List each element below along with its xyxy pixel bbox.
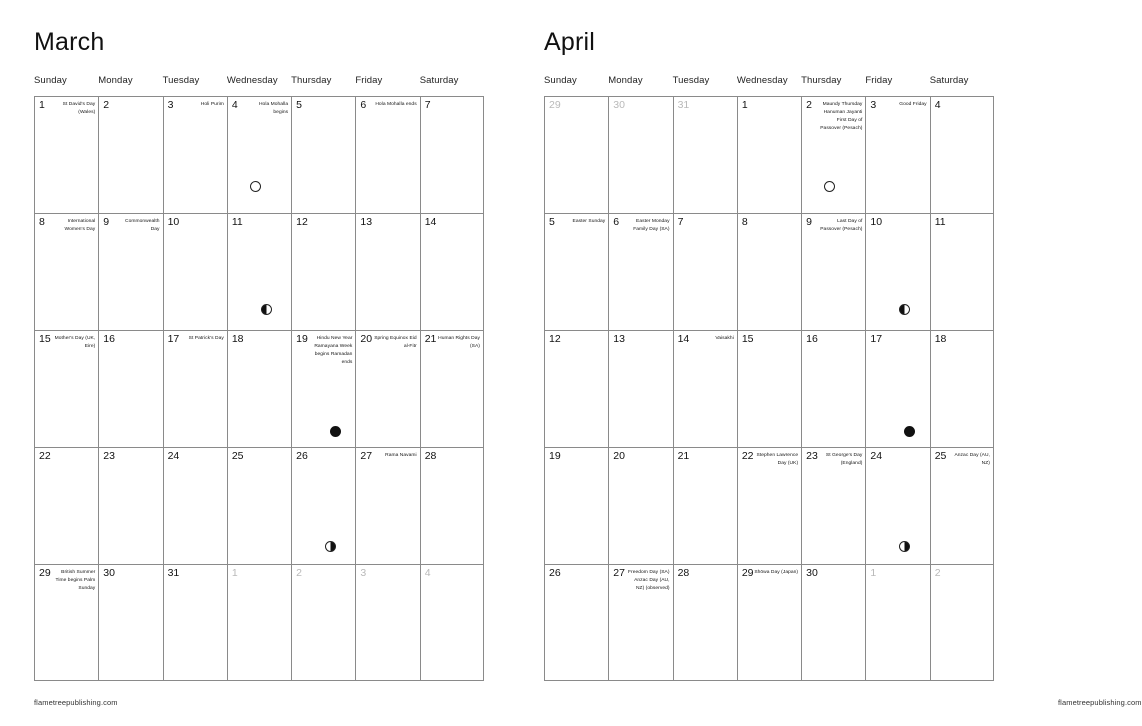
footer-url: flametreepublishing.com	[34, 698, 118, 707]
weekday-saturday: Saturday	[419, 75, 459, 86]
day-number: 18	[231, 333, 244, 345]
day-events: Vaisakhi	[715, 336, 734, 341]
day-number: 19	[549, 450, 561, 462]
calendar-day-cell[interactable]	[544, 213, 608, 330]
day-number: 20	[360, 333, 373, 345]
calendar-week-row	[544, 447, 994, 564]
calendar-day-cell[interactable]	[737, 96, 801, 213]
day-number: 28	[677, 567, 690, 579]
day-number: 4	[424, 567, 431, 579]
calendar-day-cell[interactable]	[544, 564, 608, 681]
day-number: 5	[296, 99, 302, 111]
day-number: 13	[360, 216, 373, 228]
day-number: 16	[806, 333, 818, 345]
moon-phase-new-icon	[250, 181, 261, 192]
calendar-day-cell[interactable]	[34, 96, 98, 213]
day-number: 19	[296, 333, 308, 345]
calendar-week-row	[544, 330, 994, 447]
day-number: 8	[39, 216, 45, 228]
calendar-day-cell[interactable]	[291, 213, 355, 330]
day-number: 30	[103, 567, 115, 579]
day-number: 21	[677, 450, 690, 462]
day-number: 18	[934, 333, 947, 345]
day-number: 6	[613, 216, 620, 228]
calendar-day-cell[interactable]	[163, 447, 227, 564]
day-number: 26	[549, 567, 561, 579]
day-number: 17	[167, 333, 180, 345]
day-number: 31	[677, 99, 690, 111]
calendar-day-cell[interactable]	[291, 447, 355, 564]
calendar-day-cell[interactable]	[865, 213, 929, 330]
calendar-day-cell[interactable]	[420, 213, 484, 330]
day-number: 1	[231, 567, 238, 579]
calendar-day-cell[interactable]	[355, 96, 419, 213]
day-number: 2	[103, 99, 110, 111]
moon-phase-full-icon	[330, 426, 341, 437]
day-events: Hindu New Year Ramayana Week begins Ramadan ends	[314, 336, 353, 365]
calendar-day-cell[interactable]	[673, 213, 737, 330]
calendar-week-row	[34, 447, 484, 564]
calendar-day-cell[interactable]	[865, 564, 929, 681]
day-number: 7	[424, 99, 431, 111]
day-events: St David's Day (Wales)	[62, 102, 96, 115]
calendar-day-cell[interactable]	[673, 564, 737, 681]
calendar-day-cell[interactable]	[227, 330, 291, 447]
day-number: 15	[39, 333, 51, 345]
calendar-day-cell[interactable]	[930, 564, 994, 681]
calendar-day-cell[interactable]	[801, 213, 865, 330]
moon-phase-new-icon	[824, 181, 835, 192]
calendar-day-cell[interactable]	[801, 330, 865, 447]
day-events: Shōwa Day (Japan)	[754, 570, 799, 575]
day-number: 10	[167, 216, 180, 228]
day-number: 29	[741, 567, 754, 579]
calendar-day-cell[interactable]	[737, 213, 801, 330]
calendar-day-cell[interactable]	[420, 564, 484, 681]
calendar-day-cell[interactable]	[737, 564, 801, 681]
calendar-day-cell[interactable]	[355, 213, 419, 330]
calendar-day-cell[interactable]	[163, 96, 227, 213]
day-number: 17	[870, 333, 883, 345]
footer-url: flametreepublishing.com	[1058, 698, 1142, 707]
day-events: Freedom Day (SA) Anzac Day (AU, NZ) (observed)	[627, 570, 670, 591]
calendar-day-cell[interactable]	[608, 564, 672, 681]
calendar-week-row	[34, 213, 484, 330]
calendar-day-cell[interactable]	[227, 213, 291, 330]
calendar-day-cell[interactable]	[673, 447, 737, 564]
calendar-day-cell[interactable]	[420, 330, 484, 447]
day-number: 2	[806, 99, 812, 111]
calendar-day-cell[interactable]	[98, 213, 162, 330]
calendar-day-cell[interactable]	[673, 96, 737, 213]
calendar-week-row	[34, 96, 484, 213]
calendar-week-row	[544, 213, 994, 330]
calendar-day-cell[interactable]	[291, 96, 355, 213]
calendar-week-row	[544, 564, 994, 681]
day-events: Good Friday	[899, 102, 927, 107]
day-number: 3	[167, 99, 174, 111]
calendar-day-cell[interactable]	[801, 96, 865, 213]
day-number: 1	[741, 99, 748, 111]
calendar-day-cell[interactable]	[930, 213, 994, 330]
day-number: 4	[934, 99, 941, 111]
day-number: 11	[934, 216, 946, 228]
day-number: 10	[870, 216, 883, 228]
calendar-day-cell[interactable]	[163, 213, 227, 330]
day-number: 12	[296, 216, 308, 228]
day-number: 25	[231, 450, 244, 462]
calendar-day-cell[interactable]	[544, 96, 608, 213]
calendar-day-cell[interactable]	[673, 330, 737, 447]
calendar-day-cell[interactable]	[291, 330, 355, 447]
calendar-day-cell[interactable]	[930, 330, 994, 447]
moon-phase-full-icon	[904, 426, 915, 437]
weekday-friday: Friday	[865, 75, 893, 86]
month-title: March	[34, 28, 105, 56]
day-events: Holi Purim	[200, 102, 224, 107]
month-panel-april	[512, 0, 1142, 726]
calendar-day-cell[interactable]	[544, 447, 608, 564]
day-number: 30	[613, 99, 625, 111]
calendar-day-cell[interactable]	[737, 447, 801, 564]
day-number: 23	[103, 450, 115, 462]
weekday-saturday: Saturday	[929, 75, 969, 86]
day-events: Human Rights Day (SA)	[438, 336, 480, 349]
day-number: 23	[806, 450, 818, 462]
calendar-day-cell[interactable]	[291, 564, 355, 681]
calendar-week-row	[34, 564, 484, 681]
calendar-day-cell[interactable]	[98, 96, 162, 213]
day-number: 1	[870, 567, 877, 579]
calendar-day-cell[interactable]	[865, 330, 929, 447]
calendar-day-cell[interactable]	[355, 330, 419, 447]
day-number: 28	[424, 450, 437, 462]
month-title: April	[544, 28, 596, 56]
day-events: Rama Navami	[385, 453, 417, 458]
calendar-day-cell[interactable]	[801, 564, 865, 681]
day-events: Stephen Lawrence Day (UK)	[756, 453, 799, 466]
calendar-day-cell[interactable]	[227, 564, 291, 681]
day-number: 11	[231, 216, 243, 228]
day-events: St Patrick's Day	[188, 336, 224, 341]
calendar-day-cell[interactable]	[163, 564, 227, 681]
calendar-day-cell[interactable]	[34, 213, 98, 330]
day-events: Maundy Thursday Hanuman Jayanti First Day of Passover (Pesach)	[820, 102, 863, 131]
day-events: International Women's Day	[64, 219, 96, 232]
calendar-day-cell[interactable]	[608, 447, 672, 564]
day-number: 3	[360, 567, 367, 579]
day-number: 16	[103, 333, 115, 345]
day-number: 7	[677, 216, 684, 228]
calendar-day-cell[interactable]	[737, 330, 801, 447]
day-number: 29	[39, 567, 51, 579]
day-number: 27	[360, 450, 373, 462]
day-number: 5	[549, 216, 555, 228]
day-number: 15	[741, 333, 754, 345]
day-number: 20	[613, 450, 625, 462]
weekday-wednesday: Wednesday	[226, 75, 278, 86]
calendar-day-cell[interactable]	[98, 330, 162, 447]
day-number: 9	[103, 216, 110, 228]
weekday-friday: Friday	[355, 75, 383, 86]
calendar-day-cell[interactable]	[608, 213, 672, 330]
day-number: 13	[613, 333, 625, 345]
day-number: 22	[741, 450, 754, 462]
calendar-day-cell[interactable]	[865, 447, 929, 564]
calendar-day-cell[interactable]	[98, 564, 162, 681]
day-number: 24	[870, 450, 883, 462]
calendar-day-cell[interactable]	[930, 447, 994, 564]
weekday-thursday: Thursday	[801, 75, 842, 86]
month-panel-march	[0, 0, 512, 726]
day-events: British Summer Time begins Palm Sunday	[55, 570, 96, 591]
calendar-day-cell[interactable]	[163, 330, 227, 447]
day-events: Easter Monday Family Day (SA)	[633, 219, 670, 232]
day-number: 9	[806, 216, 812, 228]
calendar-day-cell[interactable]	[420, 447, 484, 564]
day-events: Easter Sunday	[572, 219, 606, 224]
moon-phase-first-icon	[899, 541, 910, 552]
weekday-sunday: Sunday	[544, 75, 577, 86]
day-events: Mother's Day (UK, Eire)	[54, 336, 96, 349]
calendar-day-cell[interactable]	[801, 447, 865, 564]
day-number: 21	[424, 333, 437, 345]
day-number: 25	[934, 450, 947, 462]
day-number: 30	[806, 567, 818, 579]
calendar-day-cell[interactable]	[865, 96, 929, 213]
calendar-grid-april	[544, 96, 994, 681]
day-number: 4	[231, 99, 238, 111]
weekday-thursday: Thursday	[291, 75, 332, 86]
calendar-day-cell[interactable]	[34, 564, 98, 681]
calendar-day-cell[interactable]	[608, 96, 672, 213]
day-number: 1	[39, 99, 45, 111]
day-events: St George's Day (England)	[825, 453, 863, 466]
weekday-tuesday: Tuesday	[162, 75, 200, 86]
day-number: 31	[167, 567, 180, 579]
weekday-header-row	[34, 75, 484, 86]
calendar-day-cell[interactable]	[98, 447, 162, 564]
day-number: 24	[167, 450, 180, 462]
calendar-day-cell[interactable]	[930, 96, 994, 213]
day-number: 6	[360, 99, 367, 111]
day-number: 8	[741, 216, 748, 228]
day-number: 22	[39, 450, 51, 462]
day-number: 2	[296, 567, 302, 579]
calendar-day-cell[interactable]	[34, 330, 98, 447]
weekday-tuesday: Tuesday	[672, 75, 710, 86]
day-events: Last Day of Passover (Pesach)	[820, 219, 863, 232]
moon-phase-last-icon	[899, 304, 910, 315]
calendar-day-cell[interactable]	[355, 564, 419, 681]
calendar-week-row	[34, 330, 484, 447]
day-events: Spring Equinox Eid al-Fitr	[374, 336, 417, 349]
calendar-day-cell[interactable]	[355, 447, 419, 564]
calendar-day-cell[interactable]	[227, 447, 291, 564]
moon-phase-last-icon	[261, 304, 272, 315]
day-number: 14	[677, 333, 690, 345]
moon-phase-first-icon	[325, 541, 336, 552]
weekday-monday: Monday	[98, 75, 133, 86]
weekday-sunday: Sunday	[34, 75, 67, 86]
day-number: 26	[296, 450, 308, 462]
day-number: 12	[549, 333, 561, 345]
calendar-day-cell[interactable]	[608, 330, 672, 447]
day-events: Hola Mohalla begins	[258, 102, 289, 115]
day-events: Anzac Day (AU, NZ)	[954, 453, 990, 466]
calendar-day-cell[interactable]	[34, 447, 98, 564]
calendar-day-cell[interactable]	[544, 330, 608, 447]
weekday-monday: Monday	[608, 75, 643, 86]
day-number: 29	[549, 99, 561, 111]
weekday-header-row	[544, 75, 994, 86]
day-number: 27	[613, 567, 625, 579]
calendar-week-row	[544, 96, 994, 213]
day-number: 3	[870, 99, 877, 111]
calendar-grid-march	[34, 96, 484, 681]
day-events: Commonwealth Day	[124, 219, 160, 232]
day-number: 2	[934, 567, 941, 579]
calendar-day-cell[interactable]	[227, 96, 291, 213]
day-number: 14	[424, 216, 437, 228]
day-events: Hola Mohalla ends	[375, 102, 417, 107]
weekday-wednesday: Wednesday	[736, 75, 788, 86]
calendar-day-cell[interactable]	[420, 96, 484, 213]
